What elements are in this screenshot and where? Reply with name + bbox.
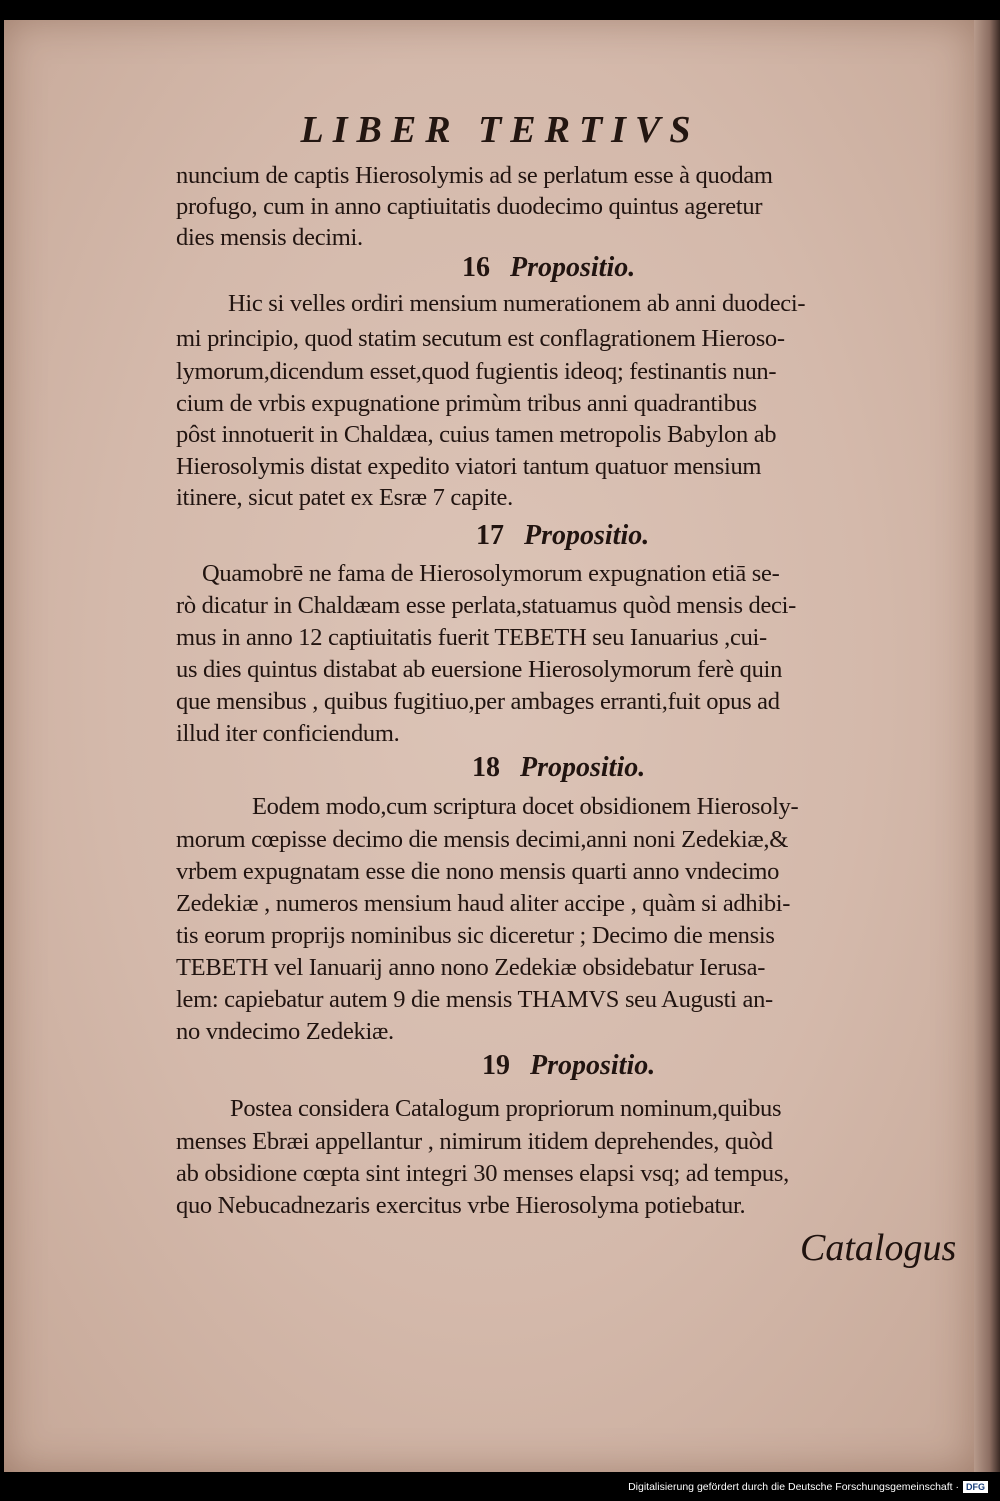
text-line: Zedekiæ , numeros mensium haud aliter accipe , quàm si adhibi- — [176, 890, 791, 917]
catchword: Catalogus — [800, 1227, 957, 1269]
text-line: dies mensis decimi. — [176, 224, 363, 251]
text-line: nuncium de captis Hierosolymis ad se perlatum esse à quodam — [176, 162, 773, 189]
proposition-word: Propositio. — [520, 752, 646, 783]
proposition-number: 18 — [472, 752, 500, 783]
proposition-heading-19 — [482, 1050, 655, 1082]
text-line: Eodem modo,cum scriptura docet obsidionem Hierosoly- — [252, 793, 799, 820]
proposition-word: Propositio. — [510, 252, 636, 283]
text-line: menses Ebræi appellantur , nimirum itidem deprehendes, quòd — [176, 1128, 773, 1155]
text-line: profugo, cum in anno captiuitatis duodecimo quintus ageretur — [176, 193, 763, 220]
text-line: Hierosolymis distat expedito viatori tantum quatuor mensium — [176, 453, 762, 480]
text-line: morum cœpisse decimo die mensis decimi,anni noni Zedekiæ,& — [176, 826, 788, 853]
proposition-heading-18 — [472, 752, 645, 784]
proposition-heading-17 — [476, 520, 649, 552]
text-line: que mensibus , quibus fugitiuo,per ambages erranti,fuit opus ad — [176, 688, 780, 715]
proposition-word: Propositio. — [524, 520, 650, 551]
text-line: illud iter conficiendum. — [176, 720, 400, 747]
text-line: Postea considera Catalogum propriorum nominum,quibus — [230, 1095, 782, 1122]
text-line: lem: capiebatur autem 9 die mensis THAMVS seu Augusti an- — [176, 986, 773, 1013]
text-line: Hic si velles ordiri mensium numerationem ab anni duodeci- — [228, 290, 806, 317]
footer-credit — [628, 1477, 988, 1497]
text-line: mi principio, quod statim secutum est conflagrationem Hieroso- — [176, 325, 785, 352]
text-line: itinere, sicut patet ex Esræ 7 capite. — [176, 484, 513, 511]
running-head: LIBER TERTIVS — [300, 109, 700, 151]
proposition-number: 16 — [462, 252, 490, 283]
text-line: TEBETH vel Ianuarij anno nono Zedekiæ obsidebatur Ierusa- — [176, 954, 766, 981]
text-line: us dies quintus distabat ab euersione Hierosolymorum ferè quin — [176, 656, 783, 683]
text-line: lymorum,dicendum esset,quod fugientis ideoq; festinantis nun- — [176, 358, 777, 385]
text-line: cium de vrbis expugnatione primùm tribus anni quadrantibus — [176, 390, 757, 417]
proposition-word: Propositio. — [530, 1050, 656, 1081]
text-line: rò dicatur in Chaldæam esse perlata,statuamus quòd mensis deci- — [176, 592, 796, 619]
proposition-number: 17 — [476, 520, 504, 551]
text-line: vrbem expugnatam esse die nono mensis quarti anno vndecimo — [176, 858, 780, 885]
text-line: quo Nebucadnezaris exercitus vrbe Hierosolyma potiebatur. — [176, 1192, 746, 1219]
text-line: ab obsidione cœpta sint integri 30 menses elapsi vsq; ad tempus, — [176, 1160, 789, 1187]
text-line: mus in anno 12 captiuitatis fuerit TEBETH seu Ianuarius ,cui- — [176, 624, 767, 651]
footer-text: Digitalisierung gefördert durch die Deutsche Forschungsgemeinschaft · — [628, 1481, 959, 1493]
page-edge — [974, 20, 1000, 1472]
text-line: tis eorum proprijs nominibus sic diceretur ; Decimo die mensis — [176, 922, 775, 949]
text-line: Quamobrē ne fama de Hierosolymorum expugnation etiā se- — [202, 560, 780, 587]
proposition-number: 19 — [482, 1050, 510, 1081]
text-line: pôst innotuerit in Chaldæa, cuius tamen metropolis Babylon ab — [176, 421, 777, 448]
text-line: no vndecimo Zedekiæ. — [176, 1018, 394, 1045]
dfg-logo: DFG — [963, 1481, 988, 1493]
proposition-heading-16 — [462, 252, 635, 284]
